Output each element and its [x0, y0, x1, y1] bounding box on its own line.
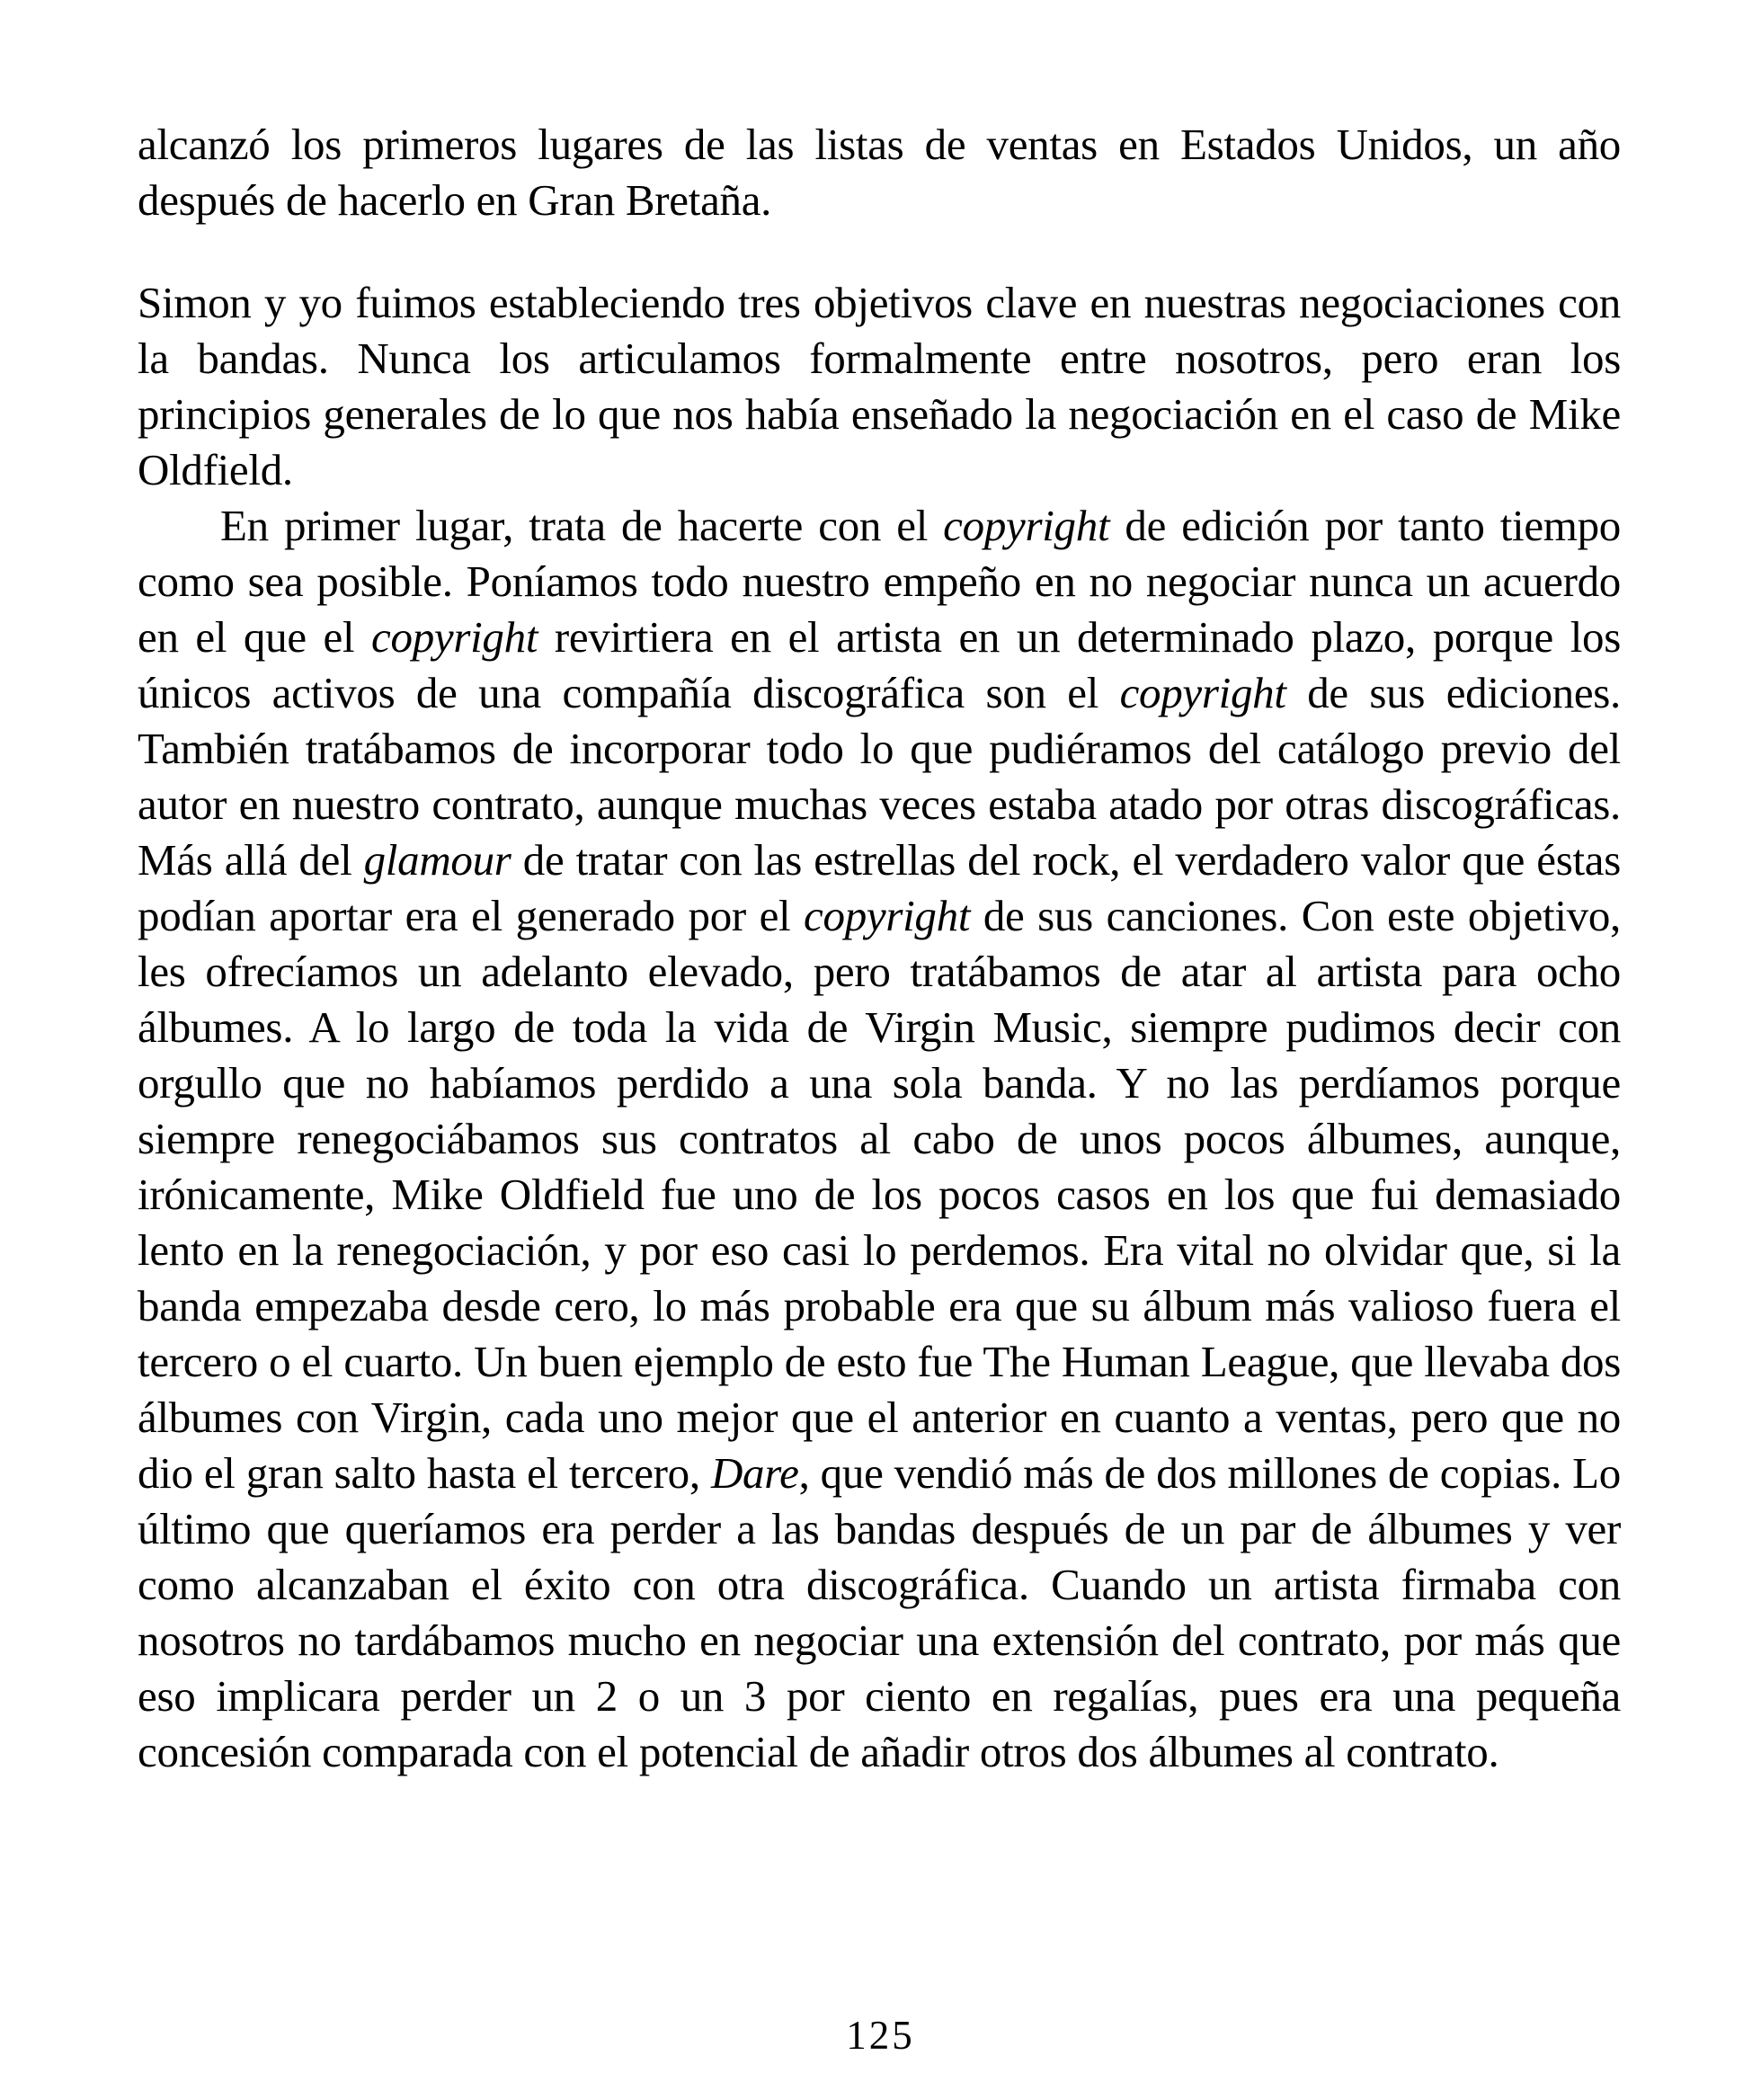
text-run: de edición por tanto tiempo como sea posible. Poníamos todo nuestro empeño en no negociar nunca un acuerdo en el que el: [138, 501, 1621, 662]
text-run: alcanzó los primeros lugares de las listas de ventas en Estados Unidos, un año después de hacerlo en Gran Bretaña.: [138, 120, 1621, 225]
paragraph-first-objective: [138, 498, 1621, 1780]
page-text: [138, 117, 1621, 1780]
text-run: En primer lugar, trata de hacerte con el: [220, 501, 944, 550]
page-number: 125: [846, 2013, 915, 2058]
text-run: de sus ediciones. También tratábamos de incorporar todo lo que pudiéramos del catálogo previo del autor en nuestro contrato, aunque muchas veces estaba atado por otras discográficas. Más allá del: [138, 668, 1621, 885]
text-run: revirtiera en el artista en un determinado plazo, porque los únicos activos de una compañía discográfica son el: [138, 612, 1622, 717]
italic-text-run: glamour: [363, 835, 511, 885]
italic-text-run: copyright: [804, 891, 971, 940]
text-run: , que vendió más de dos millones de copias. Lo último que queríamos era perder a las bandas después de un par de álbumes y ver como alcanzaban el éxito con otra discográfica. Cuando un artista firmaba con nosotros no tardábamos mucho en negociar una extensión del contrato, por más que eso implicara perder un 2 o un 3 por ciento en regalías, pues era una pequeña concesión comparada con el potencial de añadir otros dos álbumes al contrato.: [138, 1448, 1621, 1776]
text-run: de tratar con las estrellas del rock, el verdadero valor que éstas podían aportar era el generado por el: [138, 835, 1622, 940]
italic-text-run: copyright: [371, 612, 538, 662]
italic-text-run: copyright: [1119, 668, 1286, 717]
page-footer: [0, 2010, 1761, 2060]
text-run: Simon y yo fuimos estableciendo tres objetivos clave en nuestras negociaciones con la bandas. Nunca los articulamos formalmente entre nosotros, pero eran los principios generales de lo que nos había enseñado la negociación en el caso de Mike Oldfield.: [138, 278, 1621, 494]
italic-text-run: Dare: [710, 1448, 799, 1498]
text-run: de sus canciones. Con este objetivo, les ofrecíamos un adelanto elevado, pero tratábamos de atar al artista para ocho álbumes. A lo largo de toda la vida de Virgin Music, siempre pudimos decir con orgullo que no habíamos perdido a una sola banda. Y no las perdíamos porque siempre renegociábamos sus contratos al cabo de unos pocos álbumes, aunque, irónicamente, Mike Oldfield fue uno de los pocos casos en los que fui demasiado lento en la renegociación, y por eso casi lo perdemos. Era vital no olvidar que, si la banda empezaba desde cero, lo más probable era que su álbum más valioso fuera el tercero o el cuarto. Un buen ejemplo de esto fue The Human League, que llevaba dos álbumes con Virgin, cada uno mejor que el anterior en cuanto a ventas, pero que no dio el gran salto hasta el tercero,: [138, 891, 1621, 1498]
italic-text-run: copyright: [943, 501, 1110, 550]
paragraph-continuation: [138, 117, 1621, 228]
paragraph-objectives: [138, 275, 1621, 498]
